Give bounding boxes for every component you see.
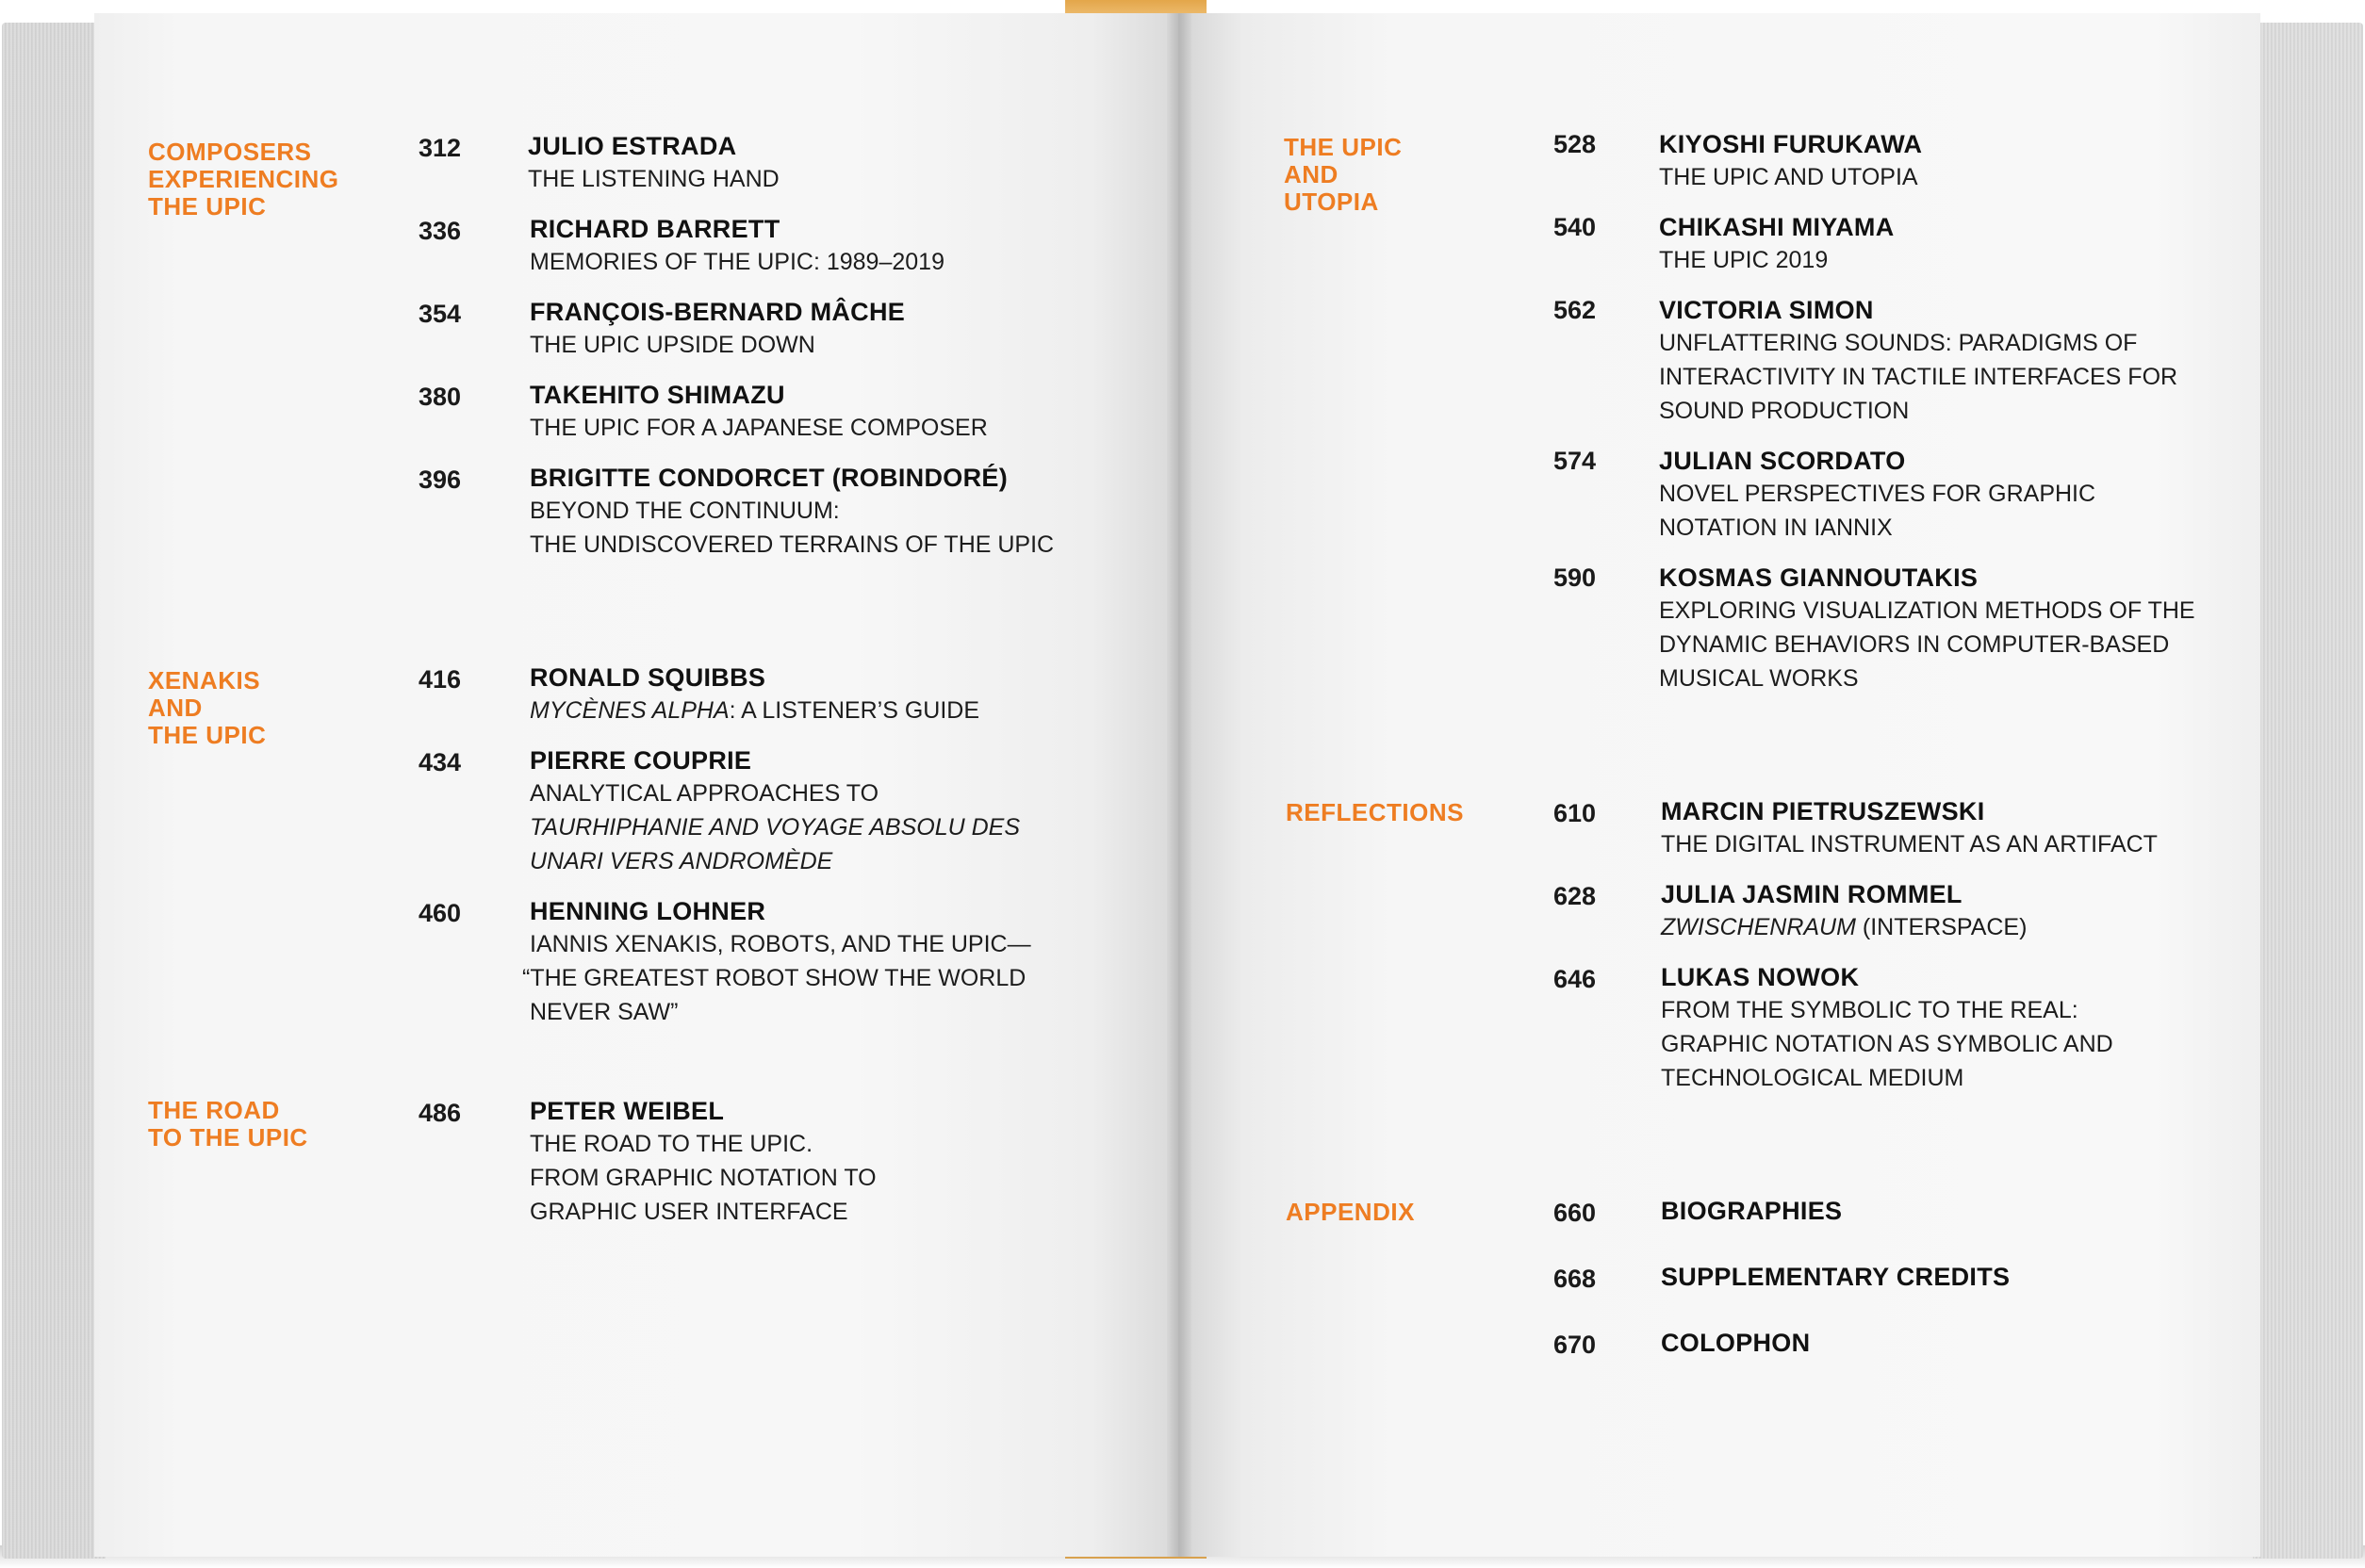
entry-title: FROM GRAPHIC NOTATION TO (530, 1165, 877, 1191)
entry-title: ANALYTICAL APPROACHES TO (530, 780, 879, 807)
page-number: 628 (1553, 882, 1597, 910)
section-label-composers: COMPOSERS EXPERIENCING THE UPIC (148, 138, 339, 220)
page-number: 590 (1553, 564, 1597, 592)
entry-title: INTERACTIVITY IN TACTILE INTERFACES FOR (1659, 364, 2178, 390)
entry-title: MEMORIES OF THE UPIC: 1989–2019 (530, 249, 944, 275)
entry-author: COLOPHON (1661, 1329, 1811, 1357)
entry-author: JULIAN SCORDATO (1659, 447, 1906, 475)
entry-author: HENNING LOHNER (530, 897, 766, 925)
toc-entry[interactable] (530, 213, 1058, 279)
page-number: 610 (1553, 799, 1597, 827)
page-number: 668 (1553, 1265, 1597, 1293)
entry-title: IANNIS XENAKIS, ROBOTS, AND THE UPIC— (530, 931, 1031, 957)
entry-title: GRAPHIC NOTATION AS SYMBOLIC AND (1661, 1031, 2113, 1057)
entry-title-italic: UNARI VERS ANDROMÈDE (530, 848, 833, 874)
entry-title: THE UPIC 2019 (1659, 247, 1829, 273)
entry-title: THE LISTENING HAND (528, 166, 780, 192)
entry-title (530, 844, 1058, 878)
toc-entry[interactable] (1659, 562, 2225, 695)
toc-entry[interactable] (528, 130, 1056, 196)
book-gutter (1167, 13, 1191, 1557)
toc-entry[interactable] (1661, 878, 2189, 944)
entry-title: NOVEL PERSPECTIVES FOR GRAPHIC (1659, 481, 2096, 507)
entry-author: RICHARD BARRETT (530, 215, 780, 243)
entry-author: BIOGRAPHIES (1661, 1197, 1843, 1225)
entry-author: PIERRE COUPRIE (530, 746, 752, 775)
page-number: 380 (419, 383, 462, 411)
toc-entry[interactable] (530, 296, 1058, 362)
page-number: 562 (1553, 296, 1597, 324)
entry-author: JULIO ESTRADA (528, 132, 737, 160)
page-number: 540 (1553, 213, 1597, 241)
entry-title: NOTATION IN IANNIX (1659, 514, 1893, 541)
entry-title: FROM THE SYMBOLIC TO THE REAL: (1661, 997, 2078, 1023)
entry-author: FRANÇOIS-BERNARD MÂCHE (530, 298, 906, 326)
page-number: 354 (419, 300, 462, 328)
toc-entry[interactable] (530, 662, 1058, 727)
entry-title (530, 694, 1058, 727)
toc-entry[interactable] (530, 744, 1058, 878)
page-number: 312 (419, 134, 462, 162)
entry-author: CHIKASHI MIYAMA (1659, 213, 1895, 241)
italic-work-title: MYCÈNES ALPHA (530, 697, 730, 724)
entry-author: MARCIN PIETRUSZEWSKI (1661, 797, 1985, 825)
toc-entry[interactable] (1659, 128, 2187, 194)
entry-author: SUPPLEMENTARY CREDITS (1661, 1263, 2011, 1291)
page-number: 528 (1553, 130, 1597, 158)
entry-title: THE UNDISCOVERED TERRAINS OF THE UPIC (530, 531, 1055, 558)
entry-author: RONALD SQUIBBS (530, 663, 766, 692)
section-label-xenakis: XENAKIS AND THE UPIC (148, 666, 267, 749)
entry-author: PETER WEIBEL (530, 1097, 725, 1125)
page-number: 416 (419, 665, 462, 694)
title-suffix: (INTERSPACE) (1855, 914, 2028, 940)
entry-author: KOSMAS GIANNOUTAKIS (1659, 564, 1979, 592)
section-label-utopia: THE UPIC AND UTOPIA (1284, 133, 1403, 216)
entry-author: JULIA JASMIN ROMMEL (1661, 880, 1963, 908)
entry-author: TAKEHITO SHIMAZU (530, 381, 785, 409)
entry-author: VICTORIA SIMON (1659, 296, 1874, 324)
page-number: 670 (1553, 1331, 1597, 1359)
section-label-road: THE ROAD TO THE UPIC (148, 1096, 308, 1152)
entry-title: THE UPIC FOR A JAPANESE COMPOSER (530, 415, 988, 441)
entry-title: THE UPIC UPSIDE DOWN (530, 332, 815, 358)
entry-title: “THE GREATEST ROBOT SHOW THE WORLD (522, 965, 1026, 991)
entry-title-italic: TAURHIPHANIE AND VOYAGE ABSOLU DES (530, 814, 1021, 841)
entry-title: MUSICAL WORKS (1659, 665, 1859, 692)
entry-title: THE UPIC AND UTOPIA (1659, 164, 1918, 190)
page-number: 434 (419, 748, 462, 776)
entry-title: UNFLATTERING SOUNDS: PARADIGMS OF (1659, 330, 2138, 356)
entry-title (1661, 910, 2189, 944)
entry-author: LUKAS NOWOK (1661, 963, 1860, 991)
entry-title: GRAPHIC USER INTERFACE (530, 1199, 848, 1225)
entry-title: SOUND PRODUCTION (1659, 398, 1910, 424)
toc-entry[interactable] (530, 379, 1058, 445)
page-number: 396 (419, 466, 462, 494)
title-suffix: : A LISTENER’S GUIDE (729, 697, 979, 724)
page-number: 336 (419, 217, 462, 245)
entry-author: BRIGITTE CONDORCET (ROBINDORÉ) (530, 464, 1008, 492)
toc-entry[interactable] (1659, 445, 2187, 545)
section-label-reflections: REFLECTIONS (1286, 798, 1464, 826)
page-number: 486 (419, 1099, 462, 1127)
toc-entry[interactable] (1661, 1261, 2189, 1293)
toc-entry[interactable] (1661, 1327, 2189, 1359)
section-label-appendix: APPENDIX (1286, 1198, 1415, 1226)
toc-entry[interactable] (1661, 1195, 2189, 1227)
page-edges-right (2253, 23, 2363, 1559)
page-number: 646 (1553, 965, 1597, 993)
toc-entry[interactable] (522, 895, 1058, 1029)
page-number: 574 (1553, 447, 1597, 475)
toc-entry[interactable] (530, 462, 1133, 562)
entry-title: TECHNOLOGICAL MEDIUM (1661, 1065, 1964, 1091)
toc-entry[interactable] (1661, 961, 2189, 1095)
toc-entry[interactable] (530, 1095, 1058, 1229)
toc-entry[interactable] (1661, 795, 2226, 861)
entry-title: THE DIGITAL INSTRUMENT AS AN ARTIFACT (1661, 831, 2158, 858)
toc-entry[interactable] (1659, 211, 2187, 277)
entry-title: EXPLORING VISUALIZATION METHODS OF THE (1659, 597, 2195, 624)
entry-title: THE ROAD TO THE UPIC. (530, 1131, 813, 1157)
page-edges-left (2, 23, 106, 1559)
page-number: 660 (1553, 1199, 1597, 1227)
entry-title: NEVER SAW” (530, 999, 679, 1025)
entry-title (530, 810, 1058, 844)
italic-work-title: ZWISCHENRAUM (1661, 914, 1856, 940)
toc-entry[interactable] (1659, 294, 2225, 428)
page-number: 460 (419, 899, 462, 927)
entry-title: BEYOND THE CONTINUUM: (530, 498, 840, 524)
entry-title: DYNAMIC BEHAVIORS IN COMPUTER-BASED (1659, 631, 2170, 658)
entry-author: KIYOSHI FURUKAWA (1659, 130, 1923, 158)
